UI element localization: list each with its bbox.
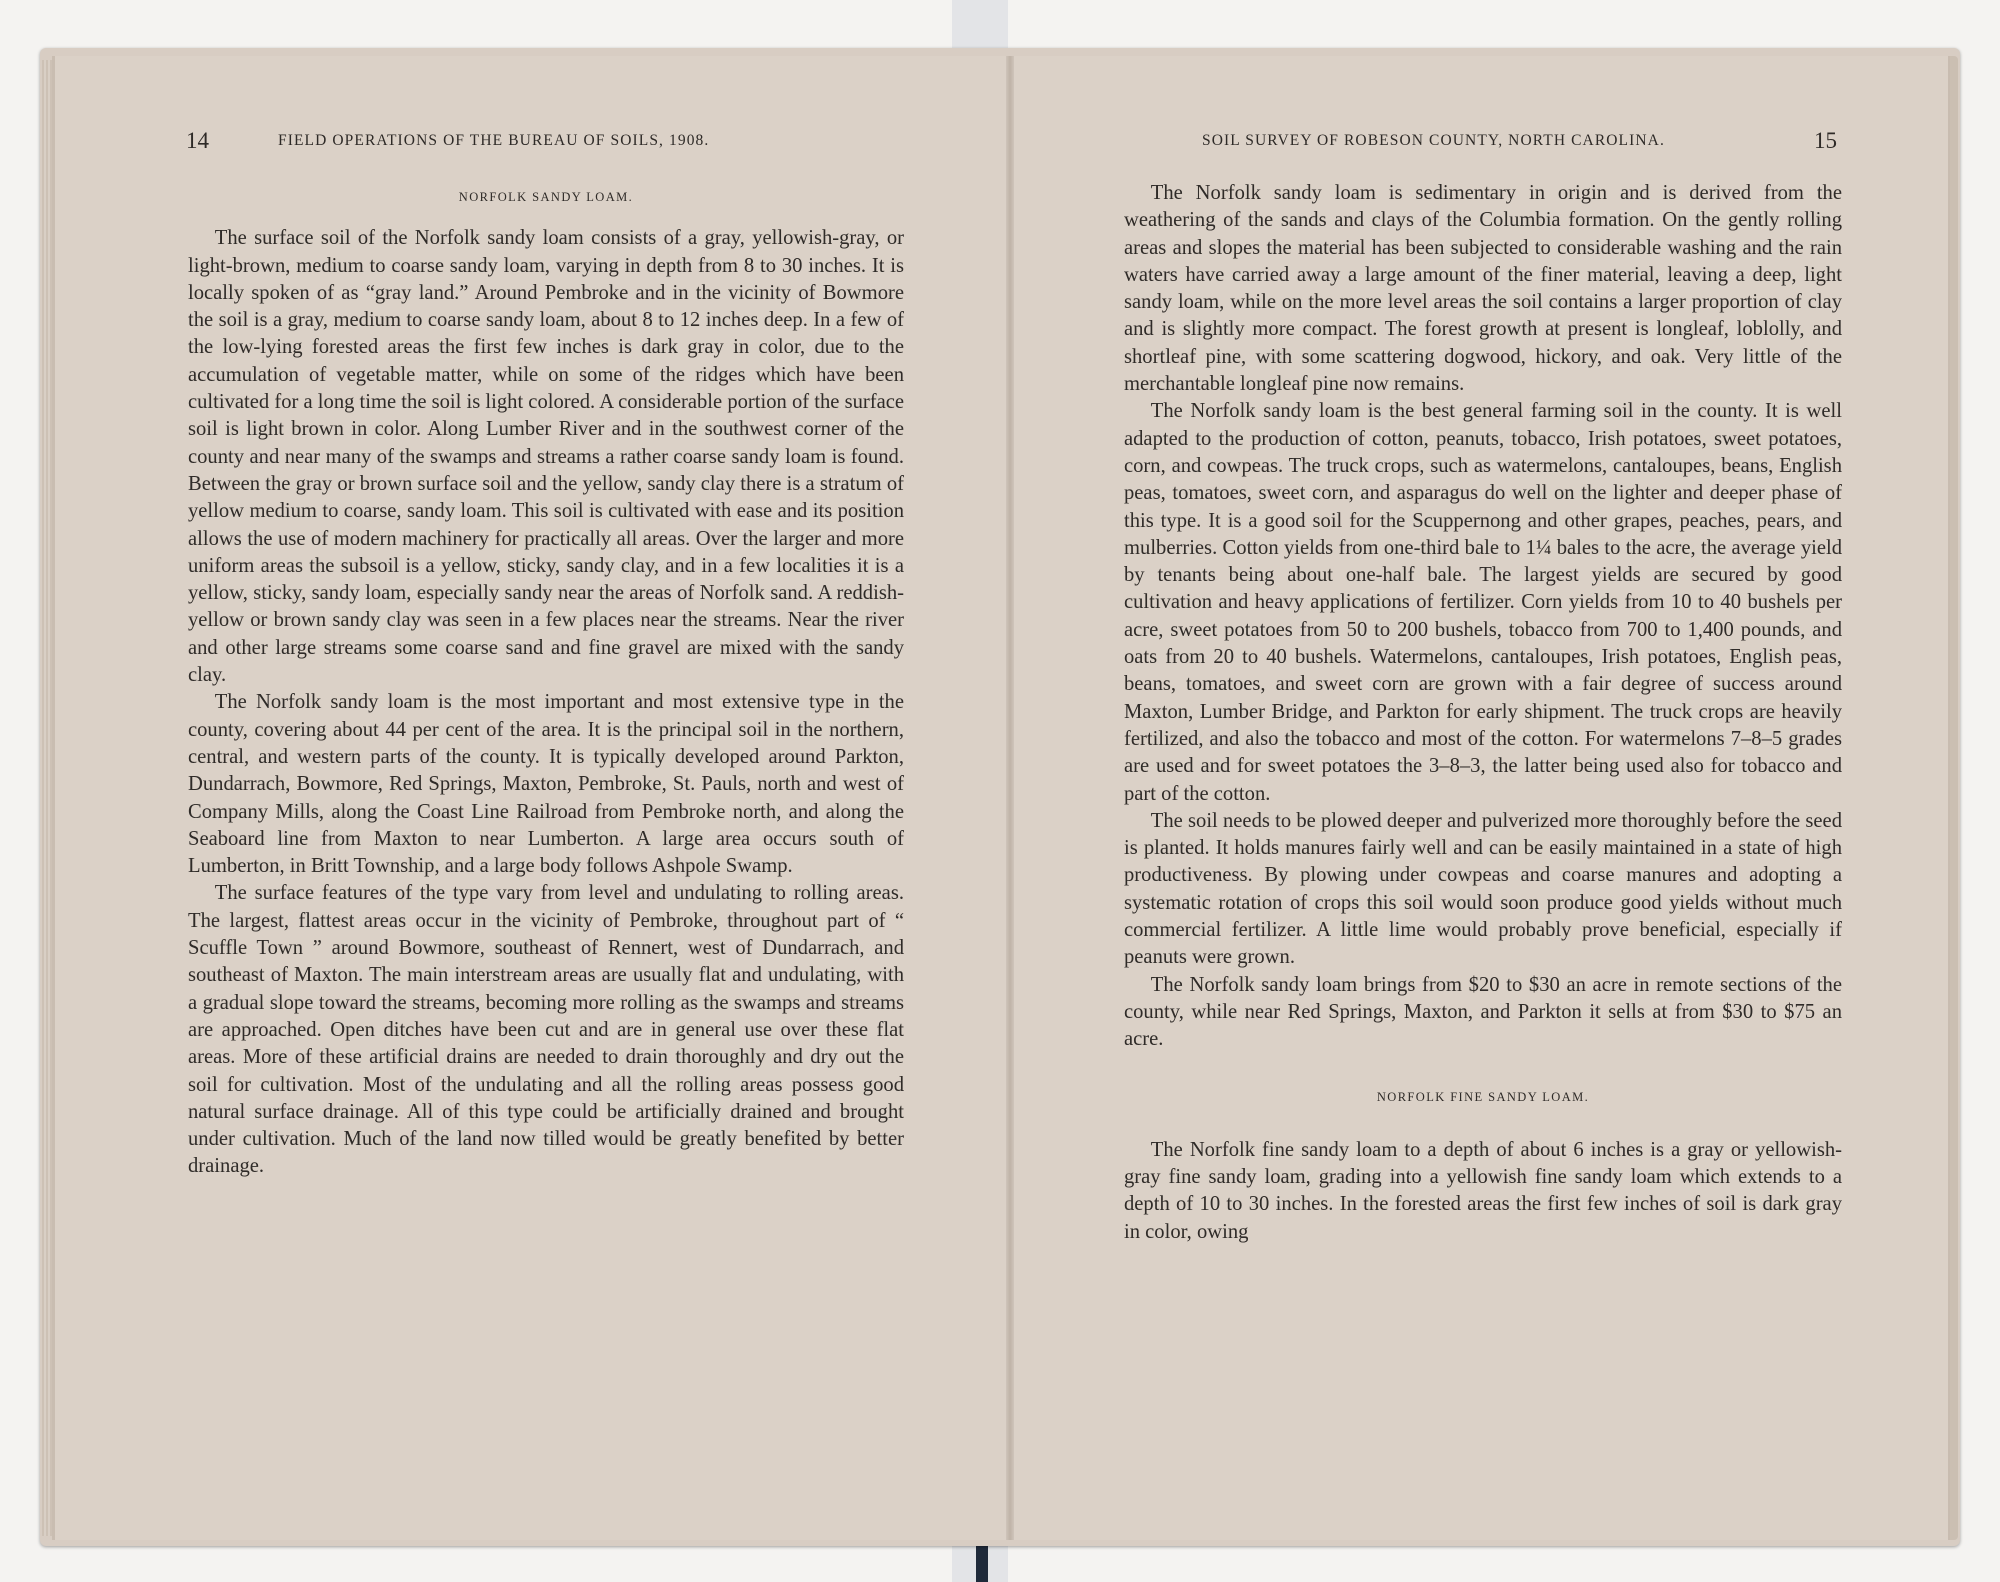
paragraph: The Norfolk sandy loam brings from $20 to $30 an acre in remote sections of the county, while near Red Springs, Maxton, and Parkton it sells at from $30 to $75 an acre. — [1124, 973, 1842, 1051]
paragraph: The surface features of the type vary from level and undulating to rolling areas. The largest, flattest areas occur in the vicinity of Pembroke, throughout part of “ Scuffle Town ” around Bowmore, southeast of Rennert, west of Dundarrach, and southeast of Maxton. The main interstream areas are usually flat and undulating, with a gradual slope toward the streams, becoming more rolling as the swamps and streams are approached. Open ditches have been cut and are in general use over these flat areas. More of these artificial drains are needed to drain thoroughly and dry out the soil for cultivation. Most of the undulating and all the rolling areas possess good natural surface drainage. All of this type could be artificially drained and brought under cultivation. Much of the land now tilled would be greatly benefited by better drainage. — [188, 882, 904, 1178]
paragraph: The Norfolk sandy loam is the most important and most extensive type in the county, covering about 44 per cent of the area. It is the principal soil in the northern, central, and western parts of the county. It is typically developed around Parkton, Dundarrach, Bowmore, Red Springs, Maxton, Pembroke, St. Pauls, north and west of Company Mills, along the Coast Line Railroad from Pembroke north, and along the Seaboard line from Maxton to near Lumberton. A large area occurs south of Lumberton, in Britt Township, and a large body follows Ashpole Swamp. — [188, 691, 904, 878]
left-page-number: 14 — [186, 128, 209, 153]
right-running-head: SOIL SURVEY OF ROBESON COUNTY, NORTH CAROLINA. — [1202, 132, 1665, 149]
book-gutter — [1006, 56, 1014, 1540]
paragraph: The surface soil of the Norfolk sandy loam consists of a gray, yellowish-gray, or light-brown, medium to coarse sandy loam, varying in depth from 8 to 30 inches. It is locally spoken of as “gray land.” Around Pembroke and in the vicinity of Bowmore the soil is a gray, medium to coarse sandy loam, about 8 to 12 inches deep. In a few of the low-lying forested areas the first few inches is dark gray in color, due to the accumulation of vegetable matter, while on some of the ridges which have been cultivated for a long time the soil is light colored. A considerable portion of the surface soil is light brown in color. Along Lumber River and in the southwest corner of the county and near many of the swamps and streams a rather coarse sandy loam is found. Between the gray or brown surface soil and the yellow, sandy clay there is a stratum of yellow medium to coarse, sandy loam. This soil is cultivated with ease and its position allows the use of modern machinery for practically all areas. Over the larger and more uniform areas the subsoil is a yellow, sticky, sandy clay, and in a few localities it is a yellow, sticky, sandy loam, especially sandy near the areas of Norfolk sand. A reddish-yellow or brown sandy clay was seen in a few places near the streams. Near the river and other large streams some coarse sand and fine gravel are mixed with the sandy clay. — [188, 227, 905, 687]
section-title-norfolk-sandy-loam: NORFOLK SANDY LOAM. — [458, 190, 634, 204]
section-title-norfolk-fine-sandy-loam: NORFOLK FINE SANDY LOAM. — [1376, 1089, 1590, 1104]
right-page-number: 15 — [1814, 128, 1837, 153]
paragraph: The Norfolk sandy loam is sedimentary in origin and is derived from the weathering of the sands and clays of the Columbia formation. On the gently rolling areas and slopes the material has been subjected to considerable washing and the rain waters have carried away a large amount of the finer material, leaving a deep, light sandy loam, while on the more level areas the soil contains a larger proportion of clay and is slightly more compact. The forest growth at present is longleaf, loblolly, and shortleaf pine, with some scattering dogwood, hickory, and oak. Very little of the merchantable longleaf pine now remains. — [1124, 182, 1842, 396]
page-edges-left — [42, 60, 52, 1536]
paragraph: The Norfolk sandy loam is the best general farming soil in the county. It is well adapted to the production of cotton, peanuts, tobacco, Irish potatoes, sweet potatoes, corn, and cowpeas. The truck crops, such as watermelons, cantaloupes, beans, English peas, tomatoes, sweet corn, and asparagus do well on the lighter and deeper phase of this type. It is a good soil for the Scuppernong and other grapes, peaches, pears, and mulberries. Cotton yields from one-third bale to 1¼ bales to the acre, the average yield by tenants being about one-half bale. The largest yields are secured by good cultivation and heavy applications of fertilizer. Corn yields from 10 to 40 bushels per acre, sweet potatoes from 50 to 200 bushels, tobacco from 700 to 1,400 pounds, and oats from 20 to 40 bushels. Watermelons, cantaloupes, Irish potatoes, English peas, beans, tomatoes, and sweet corn are grown with a fair degree of success around Maxton, Lumber Bridge, and Parkton for early shipment. The truck crops are heavily fertilized, and also the tobacco and most of the cotton. For watermelons 7–8–5 grades are used and for sweet potatoes the 3–8–3, the latter being used also for tobacco and part of the cotton. — [1124, 400, 1842, 805]
left-running-head: FIELD OPERATIONS OF THE BUREAU OF SOILS, 1908. — [278, 132, 710, 149]
left-text-column — [188, 184, 904, 1181]
right-text-column — [1124, 180, 1842, 1246]
paragraph: The Norfolk fine sandy loam to a depth of about 6 inches is a gray or yellowish-gray fine sandy loam, grading into a yellowish fine sandy loam which extends to a depth of 10 to 30 inches. In the forested areas the first few inches of soil is dark gray in color, owing — [1124, 1138, 1842, 1243]
page-edges-right — [1950, 56, 1958, 1540]
paragraph: The soil needs to be plowed deeper and pulverized more thoroughly before the seed is planted. It holds manures fairly well and can be easily maintained in a state of high productiveness. By plowing under cowpeas and coarse manures and adopting a systematic rotation of crops this soil would soon produce good yields without much commercial fertilizer. A little lime would probably prove beneficial, especially if peanuts were grown. — [1124, 809, 1842, 969]
